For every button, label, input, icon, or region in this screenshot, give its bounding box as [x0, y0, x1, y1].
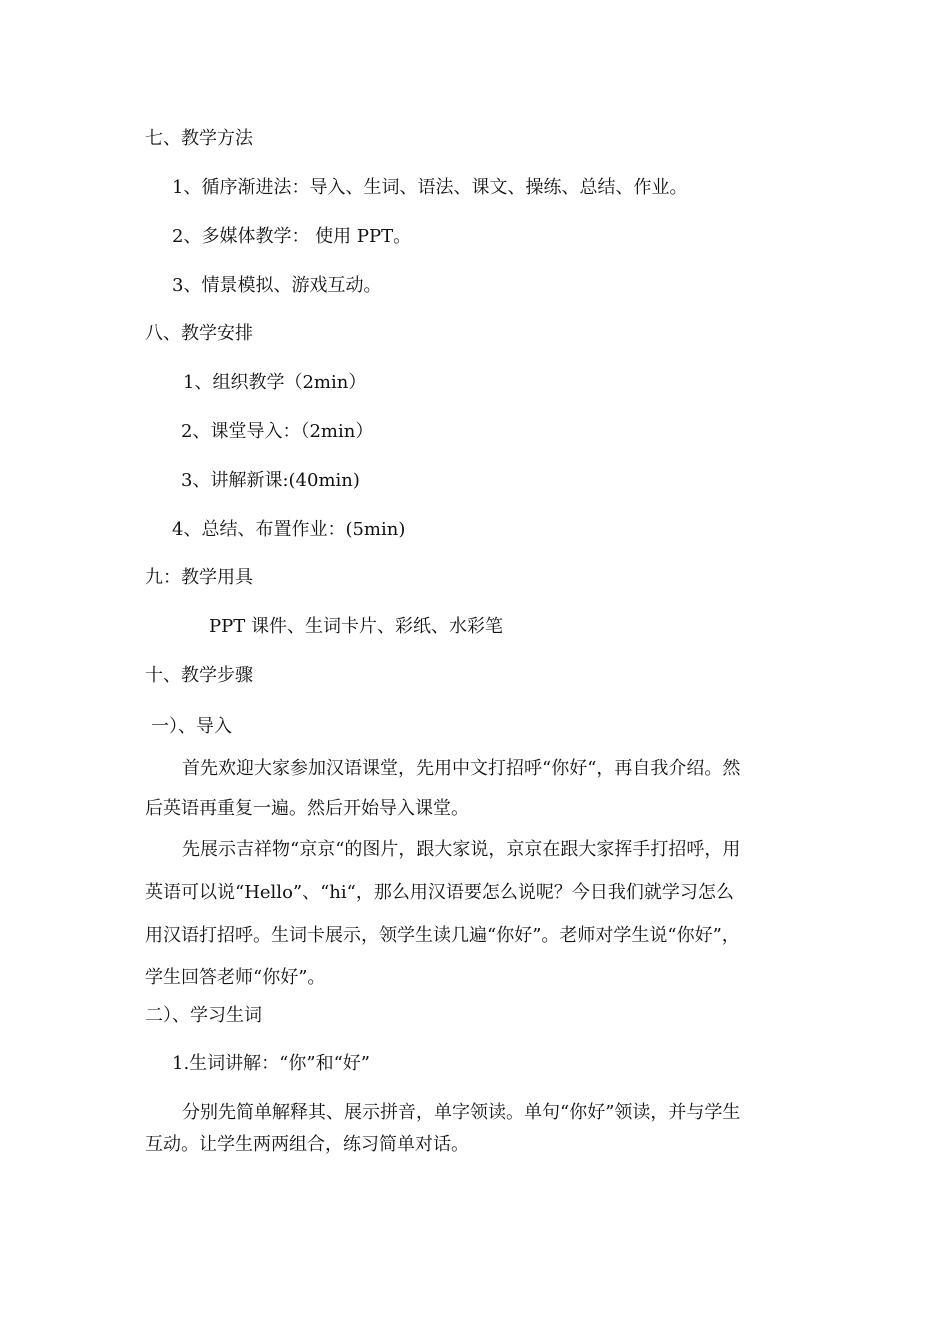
paragraph-line: 用汉语打招呼。生词卡展示，领学生读几遍“你好”。老师对学生说“你好”， — [145, 925, 740, 946]
section-heading-teaching-tools: 九：教学用具 — [145, 567, 253, 588]
list-item: 2、课堂导入：（2min） — [181, 421, 374, 442]
paragraph-line: 互动。让学生两两组合，练习简单对话。 — [145, 1134, 469, 1155]
list-item: 1.生词讲解：“你”和“好” — [172, 1053, 370, 1074]
list-item: 2、多媒体教学： 使用 PPT。 — [172, 226, 412, 247]
subsection-heading-vocabulary: 二）、学习生词 — [145, 1005, 262, 1026]
paragraph-line: 分别先简单解释其、展示拼音，单字领读。单句“你好”领读，并与学生 — [182, 1102, 741, 1123]
paragraph-line: 学生回答老师“你好”。 — [145, 967, 326, 988]
list-item: 1、组织教学（2min） — [183, 372, 367, 393]
section-heading-teaching-schedule: 八、教学安排 — [145, 323, 253, 344]
section-heading-teaching-methods: 七、教学方法 — [145, 128, 253, 149]
paragraph-line: 后英语再重复一遍。然后开始导入课堂。 — [145, 798, 469, 819]
list-item: 3、情景模拟、游戏互动。 — [172, 275, 382, 296]
list-item: 4、总结、布置作业：(5min) — [172, 519, 406, 540]
subsection-heading-introduction: 一）、导入 — [151, 716, 232, 737]
list-item: 3、讲解新课:(40min) — [181, 470, 360, 491]
paragraph-line: 先展示吉祥物“京京“的图片，跟大家说，京京在跟大家挥手打招呼，用 — [182, 839, 741, 860]
list-item: 1、循序渐进法：导入、生词、语法、课文、操练、总结、作业。 — [172, 177, 688, 198]
tools-list: PPT 课件、生词卡片、彩纸、水彩笔 — [209, 616, 503, 637]
section-heading-teaching-steps: 十、教学步骤 — [145, 665, 253, 686]
paragraph-line: 首先欢迎大家参加汉语课堂，先用中文打招呼“你好“，再自我介绍。然 — [182, 758, 741, 779]
paragraph-line: 英语可以说“Hello”、“hi“，那么用汉语要怎么说呢？今日我们就学习怎么 — [145, 882, 734, 903]
